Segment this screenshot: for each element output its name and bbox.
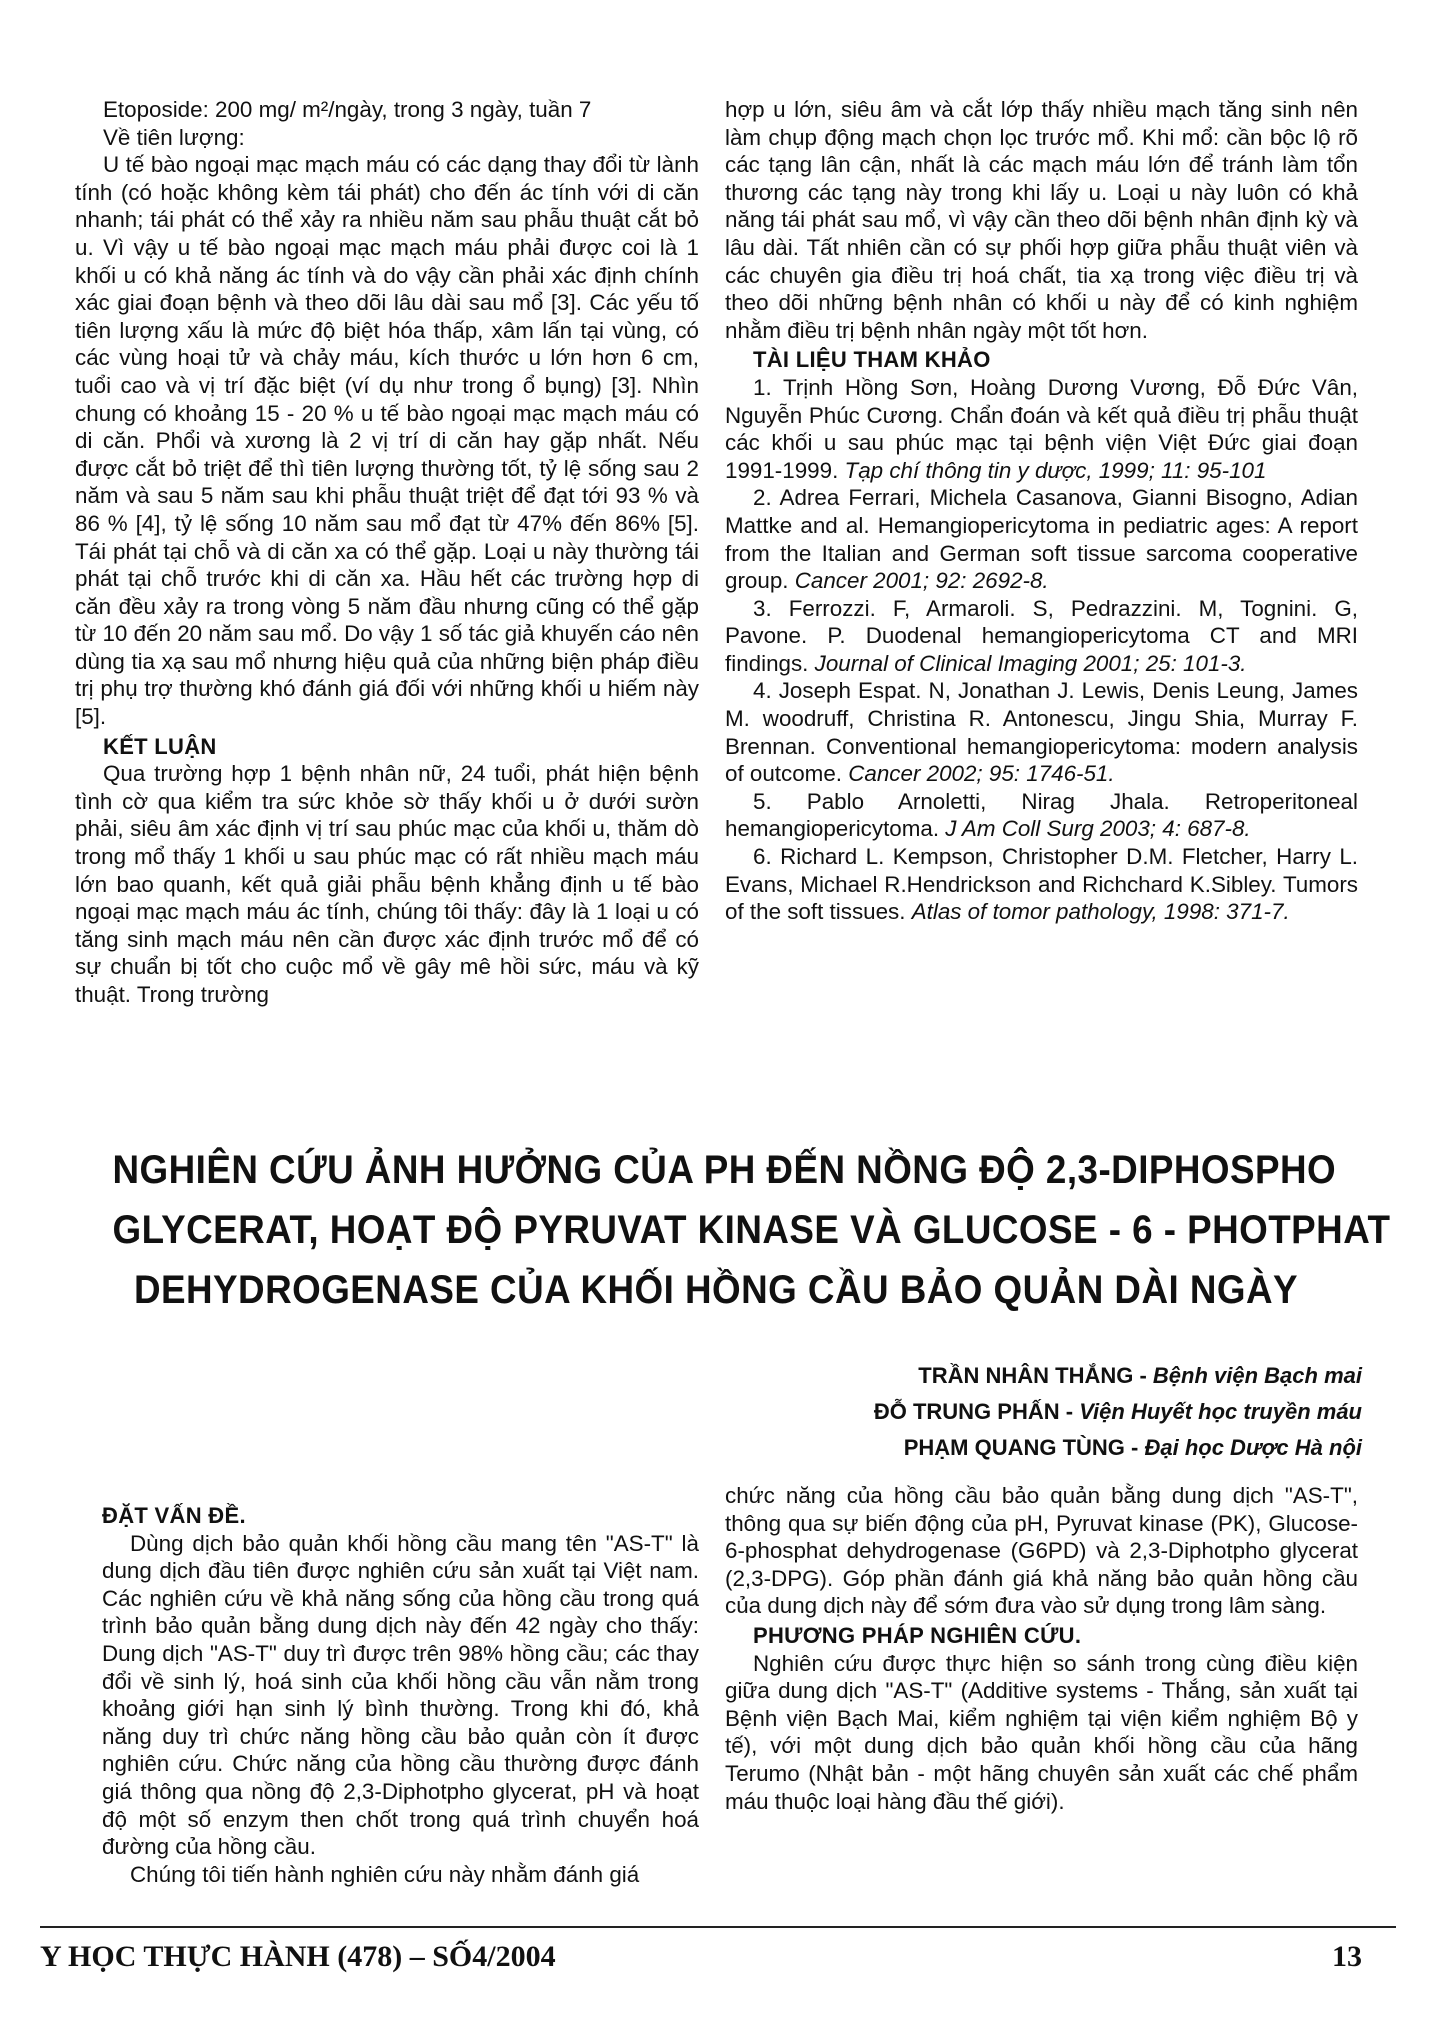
author-list [642, 1358, 1362, 1466]
section-heading-methods: PHƯƠNG PHÁP NGHIÊN CỨU. [753, 1622, 1082, 1648]
top-left-column [75, 96, 699, 1009]
top-right-column [725, 96, 1358, 926]
paragraph: Về tiên lượng: [103, 124, 245, 150]
title-line: GLYCERAT, HOẠT ĐỘ PYRUVAT KINASE VÀ GLUCOSE - 6 - PHOTPHAT [112, 1208, 1391, 1252]
reference-item: 1. Trịnh Hồng Sơn, Hoàng Dương Vương, Đỗ Đức Vân, Nguyễn Phúc Cương. Chẩn đoán và kết quả điều trị phẫu thuật các khối u sau phúc mạc tại bệnh viện Việt Đức giai đoạn 1991-1999. Tạp chí thông tin y dược, 1999; 11: 95-101 [725, 374, 1358, 483]
footer-journal-name: Y HỌC THỰC HÀNH (478) – SỐ4/2004 [40, 1940, 556, 1973]
author-name: ĐỖ TRUNG PHẤN [873, 1399, 1060, 1424]
bottom-left-column [102, 1500, 699, 1888]
paragraph: Chúng tôi tiến hành nghiên cứu này nhằm đánh giá [130, 1861, 640, 1887]
reference-item: 3. Ferrozzi. F, Armaroli. S, Pedrazzini. M, Tognini. G, Pavone. P. Duodenal hemangiopericytoma CT and MRI findings. Journal of Clinical Imaging 2001; 25: 101-3. [725, 595, 1358, 676]
reference-item: 4. Joseph Espat. N, Jonathan J. Lewis, Denis Leung, James M. woodruff, Christina R. Antonescu, Jingu Shia, Murray F. Brennan. Conventional hemangiopericytoma: modern analysis of outcome. Cancer 2002; 95: 1746-51. [725, 678, 1358, 787]
reference-item: 6. Richard L. Kempson, Christopher D.M. Fletcher, Harry L. Evans, Michael R.Hendrickson and Richchard K.Sibley. Tumors of the soft tissues. Atlas of tomor pathology, 1998: 371-7. [725, 844, 1358, 925]
reference-item: 5. Pablo Arnoletti, Nirag Jhala. Retroperitoneal hemangiopericytoma. J Am Coll Surg 2003; 4: 687-8. [725, 788, 1358, 842]
paragraph: Nghiên cứu được thực hiện so sánh trong cùng điều kiện giữa dung dịch "AS-T" (Additive systems - Thắng, sản xuất tại Bệnh viện Bạch Mai, kiểm nghiệm tại viện kiểm nghiệm Bộ y tế), với một dung dịch bảo quản khối hồng cầu của hãng Terumo (Nhật bản - một hãng chuyên sản xuất các chế phẩm máu thuộc loại hàng đầu thế giới). [725, 1650, 1358, 1814]
paragraph: Qua trường hợp 1 bệnh nhân nữ, 24 tuổi, phát hiện bệnh tình cờ qua kiểm tra sức khỏe sờ thấy khối u ở dưới sườn phải, siêu âm xác định vị trí sau phúc mạc của khối u, thăm dò trong mổ thấy 1 khối u sau phúc mạc có rất nhiều mạch máu lớn bao quanh, kết quả giải phẫu bệnh khẳng định u tế bào ngoại mạc mạch máu ác tính, chúng tôi thấy: đây là 1 loại u có tăng sinh mạch máu nên cần được xác định trước mổ để có sự chuẩn bị tốt cho cuộc mổ về gây mê hồi sức, máu và kỹ thuật. Trong trường [75, 761, 699, 1007]
author-affiliation: Viện Huyết học truyền máu [1079, 1399, 1362, 1424]
paragraph: hợp u lớn, siêu âm và cắt lớp thấy nhiều mạch tăng sinh nên làm chụp động mạch chọn lọc trước mổ. Khi mổ: cần bộc lộ rõ các tạng lân cận, nhất là các mạch máu lớn để tránh làm tổn thương các tạng này trong khi lấy u. Loại u này luôn có khả năng tái phát sau mổ, vì vậy cần theo dõi bệnh nhân định kỳ và lâu dài. Tất nhiên cần có sự phối hợp giữa phẫu thuật viên và các chuyên gia điều trị hoá chất, tia xạ trong việc điều trị và theo dõi những bệnh nhân có khối u này để có kinh nghiệm nhằm điều trị bệnh nhân ngày một tốt hơn. [725, 97, 1358, 343]
section-heading-ket-luan: KẾT LUẬN [103, 733, 217, 759]
title-line: DEHYDROGENASE CỦA KHỐI HỒNG CẦU BẢO QUẢN DÀI NGÀY [133, 1268, 1299, 1312]
author-line: ĐỖ TRUNG PHẤN - Viện Huyết học truyền máu [873, 1399, 1362, 1424]
author-affiliation: Đại học Dược Hà nội [1144, 1435, 1362, 1460]
section-heading-references: TÀI LIỆU THAM KHẢO [753, 347, 991, 373]
author-name: PHẠM QUANG TÙNG [903, 1435, 1125, 1460]
bottom-right-column [725, 1482, 1358, 1815]
footer-divider [40, 1926, 1396, 1928]
author-line: TRẦN NHÂN THẮNG - Bệnh viện Bạch mai [918, 1363, 1362, 1388]
section-heading-dat-van-de: ĐẶT VẤN ĐỀ. [102, 1503, 246, 1528]
paragraph: U tế bào ngoại mạc mạch máu có các dạng thay đổi từ lành tính (có hoặc không kèm tái phát) cho đến ác tính với di căn nhanh; tái phát có thể xảy ra nhiều năm sau phẫu thuật cắt bỏ u. Vì vậy u tế bào ngoại mạc mạch máu phải được coi là 1 khối u có khả năng ác tính và do vậy cần phải xác định chính xác giai đoạn bệnh và theo dõi lâu dài sau mổ [3]. Các yếu tố tiên lượng xấu là mức độ biệt hóa thấp, xâm lấn tại vùng, có các vùng hoại tử và chảy máu, kích thước u lớn hơn 6 cm, tuổi cao và vị trí đặc biệt (ví dụ như trong ổ bụng) [3]. Nhìn chung có khoảng 15 - 20 % u tế bào ngoại mạc mạch máu có di căn. Phổi và xương là 2 vị trí di căn hay gặp nhất. Nếu được cắt bỏ triệt để thì tiên lượng thường tốt, tỷ lệ sống sau 2 năm và sau 5 năm sau khi phẫu thuật triệt để đạt tới 93 % và 86 % [4], tỷ lệ sống 10 năm sau mổ đạt từ 47% đến 86% [5]. Tái phát tại chỗ và di căn xa có thể gặp. Loại u này thường tái phát tại chỗ trước khi di căn xa. Hầu hết các trường hợp di căn đều xảy ra trong vòng 5 năm đầu nhưng cũng có thể gặp từ 10 đến 20 năm sau mổ. Do vậy 1 số tác giả khuyến cáo nên dùng tia xạ sau mổ nhưng hiệu quả của những biện pháp điều trị phụ trợ thường khó đánh giá đối với những khối u hiếm này [5]. [75, 152, 699, 730]
reference-item: 2. Adrea Ferrari, Michela Casanova, Gianni Bisogno, Adian Mattke and al. Hemangiopericytoma in pediatric ages: A report from the Italian and German soft tissue sarcoma cooperative group. Cancer 2001; 92: 2692-8. [725, 485, 1358, 594]
author-name: TRẦN NHÂN THẮNG [918, 1363, 1134, 1388]
page-number: 13 [1332, 1940, 1362, 1973]
title-line: NGHIÊN CỨU ẢNH HƯỞNG CỦA PH ĐẾN NỒNG ĐỘ 2,3-DIPHOSPHO [112, 1148, 1337, 1192]
author-affiliation: Bệnh viện Bạch mai [1152, 1363, 1362, 1388]
article-title [112, 1140, 1391, 1320]
paragraph: chức năng của hồng cầu bảo quản bằng dung dịch "AS-T", thông qua sự biến động của pH, Pyruvat kinase (PK), Glucose-6-phosphat dehydrogenase (G6PD) và 2,3-Diphotpho glycerat (2,3-DPG). Góp phần đánh giá khả năng bảo quản hồng cầu của dung dịch này để sớm đưa vào sử dụng trong lâm sàng. [725, 1483, 1358, 1619]
paragraph: Etoposide: 200 mg/ m²/ngày, trong 3 ngày, tuần 7 [103, 97, 592, 122]
paragraph: Dùng dịch bảo quản khối hồng cầu mang tên "AS-T" là dung dịch đầu tiên được nghiên cứu sản xuất tại Việt nam. Các nghiên cứu về khả năng sống của hồng cầu trong quá trình bảo quản bằng dung dịch này đến 42 ngày cho thấy: Dung dịch "AS-T" duy trì được trên 98% hồng cầu; các thay đổi về sinh lý, hoá sinh của khối hồng cầu vẫn nằm trong khoảng giới hạn sinh lý bình thường. Trong khi đó, khả năng duy trì chức năng hồng cầu bảo quản còn ít được nghiên cứu. Chức năng của hồng cầu thường được đánh giá thông qua nồng độ 2,3-Diphotpho glycerat, pH và hoạt độ một số enzym then chốt trong quá trình chuyển hoá đường của hồng cầu. [102, 1530, 699, 1860]
author-line: PHẠM QUANG TÙNG - Đại học Dược Hà nội [903, 1435, 1362, 1460]
